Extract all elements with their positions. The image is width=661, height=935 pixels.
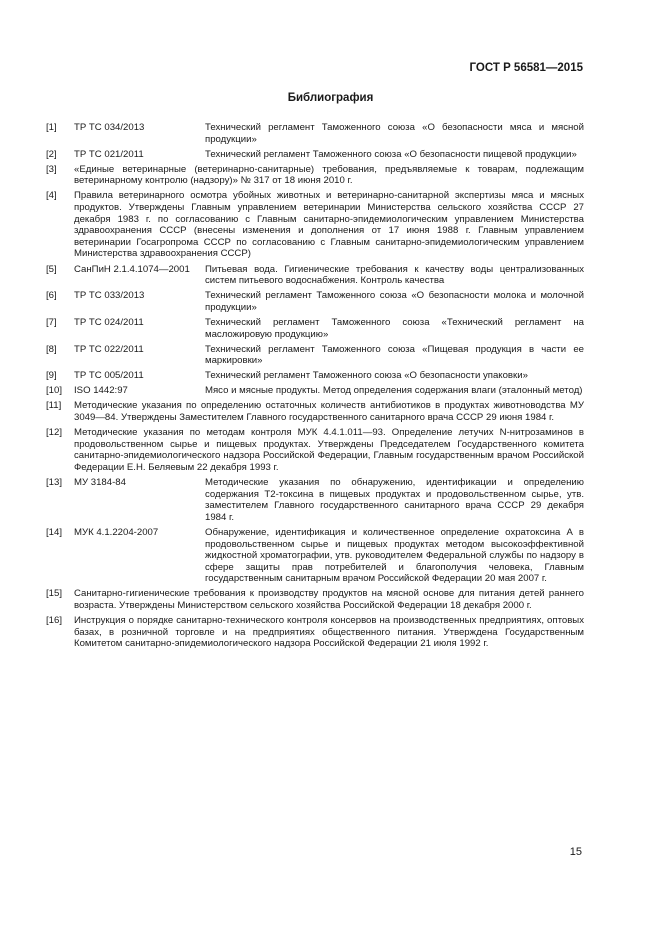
bibliography-entry — [46, 344, 584, 367]
entry-number: [2] — [46, 148, 57, 160]
entry-number: [14] — [46, 526, 63, 538]
entry-code: ТР ТС 021/2011 — [74, 148, 144, 160]
entry-description: «Единые ветеринарные (ветеринарно-санитарные) требования, предъявляемые к товарам, подлежащим ветеринарному контролю (надзору)» № 317 от 18 июня 2010 г. — [74, 163, 584, 187]
bibliography-entry — [46, 400, 584, 423]
bibliography-entry — [46, 527, 584, 585]
entry-number: [8] — [46, 343, 57, 355]
document-standard-header: ГОСТ Р 56581—2015 — [469, 62, 583, 74]
entry-description: Технический регламент Таможенного союза «Пищевая продукция в части ее маркировки» — [205, 343, 584, 367]
entry-description: Санитарно-гигиенические требования к производству продуктов на мясной основе для питания детей раннего возраста. Утверждены Министерством сельского хозяйства Российской Федерации 18 декабря 2000 г. — [74, 588, 584, 611]
entry-number: [3] — [46, 163, 57, 175]
entry-number: [4] — [46, 190, 57, 202]
entry-description: Методические указания по методам контроля МУК 4.4.1.011—93. Определение летучих N-нитрозаминов в продовольственном сырье и пищевых продуктах. Утверждены Председателем Государственного комитета санитарно-эпидемиологического надзора Российской Федерации, Главным государственным врачом Российской Федерации Е.Н. Беляевым 22 декабря 1993 г. — [74, 427, 584, 473]
entry-number: [10] — [46, 385, 63, 397]
bibliography-entry — [46, 370, 584, 382]
entry-number: [1] — [46, 122, 57, 133]
entry-number: [13] — [46, 477, 63, 489]
page-number: 15 — [569, 846, 582, 858]
bibliography-list — [46, 122, 584, 653]
entry-code: ТР ТС 034/2013 — [74, 122, 145, 133]
entry-number: [12] — [46, 427, 63, 439]
entry-description: Технический регламент Таможенного союза «О безопасности упаковки» — [205, 370, 528, 382]
bibliography-entry — [46, 385, 584, 397]
bibliography-entry — [46, 164, 584, 187]
bibliography-entry — [46, 149, 584, 161]
entry-description: Обнаружение, идентификация и количественное определение охратоксина А в продовольственном сырье и пищевых продуктах методом высокоэффективной жидкостной хроматографии, утв. руководителем Федеральной службы по надзору в сфере защиты прав потребителей и благополучия человека, Главным государственным санитарным врачом Российской Федерации 20 мая 2007 г. — [205, 526, 584, 585]
entry-code: ТР ТС 033/2013 — [74, 290, 145, 302]
entry-number: [16] — [46, 615, 63, 627]
bibliography-entry — [46, 427, 584, 473]
entry-description: Правила ветеринарного осмотра убойных животных и ветеринарно-санитарной экспертизы мяса и мясных продуктов. Утверждены Главным управлением ветеринарии Министерства сельского хозяйства СССР 27 декабря 1983 г. по согласованию с Главным санитарно-эпидемиологическим управлением Министерства здравоохранения СССР (внесены изменения и дополнения от 17 июня 1988 г. Главным управлением ветеринарии Госагропрома СССР по согласованию с Главным санитарно-эпидемиологическим управлением Министерства здравоохранения СССР) — [74, 190, 584, 260]
entry-code: ТР ТС 022/2011 — [74, 343, 144, 355]
entry-number: [7] — [46, 316, 57, 328]
bibliography-entry — [46, 264, 584, 287]
entry-code: МУ 3184-84 — [74, 477, 126, 489]
bibliography-entry — [46, 317, 584, 340]
bibliography-entry — [46, 477, 584, 523]
entry-description: Питьевая вода. Гигиенические требования к качеству воды централизованных систем питьевого водоснабжения. Контроль качества — [205, 263, 584, 287]
entry-description: Технический регламент Таможенного союза «Технический регламент на масложировую продукцию» — [205, 316, 584, 340]
bibliography-title: Библиография — [287, 92, 374, 104]
bibliography-entry — [46, 122, 584, 145]
bibliography-entry — [46, 290, 584, 313]
bibliography-entry — [46, 615, 584, 650]
bibliography-entry — [46, 588, 584, 611]
entry-number: [5] — [46, 263, 57, 275]
entry-number: [9] — [46, 370, 57, 382]
entry-number: [11] — [46, 400, 62, 412]
entry-code: ISO 1442:97 — [74, 385, 128, 397]
entry-description: Технический регламент Таможенного союза «О безопасности молока и молочной продукции» — [205, 290, 584, 313]
entry-code: ТР ТС 024/2011 — [74, 316, 144, 328]
entry-number: [6] — [46, 290, 57, 302]
entry-code: МУК 4.1.2204-2007 — [74, 526, 159, 538]
entry-number: [15] — [46, 588, 63, 600]
entry-code: ТР ТС 005/2011 — [74, 370, 144, 382]
entry-description: Мясо и мясные продукты. Метод определения содержания влаги (эталонный метод) — [205, 385, 583, 397]
bibliography-entry — [46, 190, 584, 260]
entry-description: Инструкция о порядке санитарно-технического контроля консервов на производственных предприятиях, оптовых базах, в розничной торговле и на предприятиях общественного питания. Утверждена Государственным Комитетом санитарно-эпидемиологического надзора Российской Федерации 21 июля 1992 г. — [74, 615, 584, 650]
entry-description: Методические указания по обнаружению, идентификации и определению содержания Т2-токсина в пищевых продуктах и продовольственном сырье, утв. заместителем Главного государственного санитарного врача СССР 29 декабря 1984 г. — [205, 477, 584, 523]
entry-description: Технический регламент Таможенного союза «О безопасности мяса и мясной продукции» — [205, 122, 584, 145]
entry-description: Технический регламент Таможенного союза «О безопасности пищевой продукции» — [205, 148, 577, 160]
entry-code: СанПиН 2.1.4.1074—2001 — [74, 263, 190, 275]
entry-description: Методические указания по определению остаточных количеств антибиотиков в продуктах животноводства МУ 3049—84. Утверждены Заместителем Главного государственного санитарного врача СССР 29 июня 1984 г. — [74, 400, 584, 424]
